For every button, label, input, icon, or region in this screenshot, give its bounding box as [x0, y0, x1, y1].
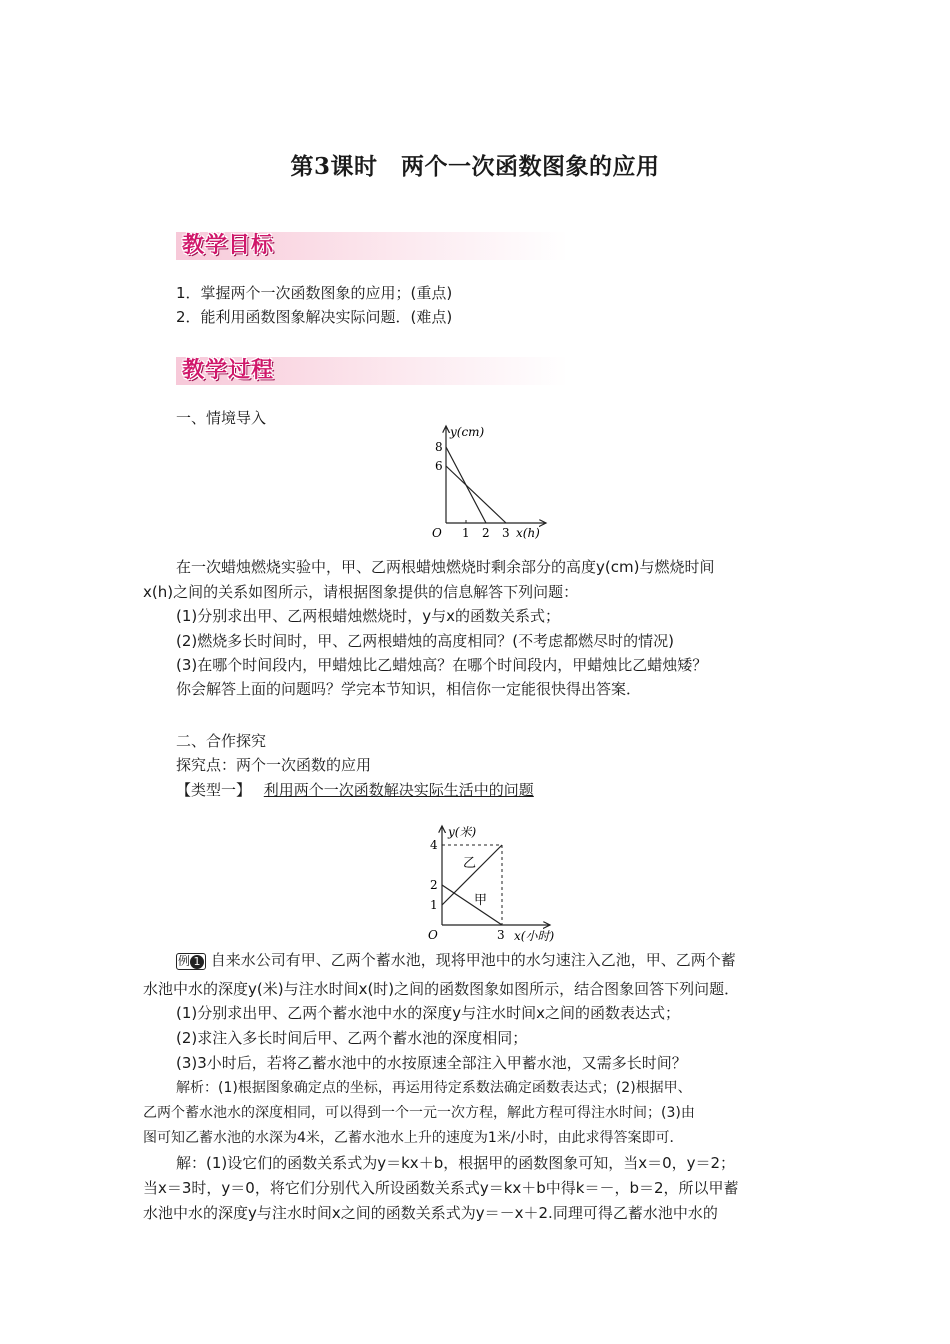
y-tick-label: 8: [435, 440, 443, 454]
question-line: (3)在哪个时间段内，甲蜡烛比乙蜡烛高？在哪个时间段内，甲蜡烛比乙蜡烛矮？: [176, 656, 708, 674]
y-tick-label: 4: [430, 838, 438, 852]
question-line: (1)分别求出甲、乙两个蓄水池中水的深度y与注水时间x之间的函数表达式；: [176, 1004, 681, 1022]
section-heading: 二、合作探究: [176, 732, 267, 750]
x-tick-label: 3: [502, 526, 510, 540]
origin-label: O: [432, 526, 442, 540]
y-axis-label: y(cm): [450, 425, 485, 439]
origin-label: O: [428, 928, 438, 942]
x-axis-label: x(h): [516, 526, 540, 540]
analysis-line: 解析：(1)根据图象确定点的坐标，再运用待定系数法确定函数表达式；(2)根据甲、: [176, 1080, 692, 1096]
analysis-line: 图可知乙蓄水池的水深为4米，乙蓄水池水上升的速度为1米/小时，由此求得答案即可．: [143, 1130, 684, 1146]
candle-line-b: [446, 466, 506, 523]
analysis-line: 乙两个蓄水池水的深度相同，可以得到一个一元一次方程，解此方程可得注水时间；(3)由: [143, 1105, 695, 1121]
candle-graph: [420, 420, 560, 545]
y-tick-label: 6: [435, 459, 443, 473]
x-tick-label: 1: [462, 526, 470, 540]
line-jia: [442, 885, 502, 925]
example-number: 1: [190, 955, 204, 969]
x-axis-label: x(小时): [514, 929, 555, 943]
type-bracket: 【类型一】: [176, 781, 252, 799]
example-text: 自来水公司有甲、乙两个蓄水池，现将甲池中的水匀速注入乙池，甲、乙两个蓄: [210, 951, 736, 969]
page-title: 第3课时 两个一次函数图象的应用: [290, 153, 660, 180]
paragraph-line: 在一次蜡烛燃烧实验中，甲、乙两根蜡烛燃烧时剩余部分的高度y(cm)与燃烧时间: [176, 558, 715, 576]
question-line: (1)分别求出甲、乙两根蜡烛燃烧时，y与x的函数关系式；: [176, 607, 561, 625]
paragraph-line: x(h)之间的关系如图所示，请根据图象提供的信息解答下列问题：: [143, 583, 579, 601]
line-yi: [442, 845, 502, 905]
section-heading: 一、情境导入: [176, 409, 267, 427]
question-line: (2)求注入多长时间后甲、乙两个蓄水池的深度相同；: [176, 1029, 528, 1047]
solution-line: 当x＝3时，y＝0，将它们分别代入所设函数关系式y＝kx＋b中得k＝－，b＝2，所以甲蓄: [143, 1179, 739, 1197]
x-tick-label: 2: [482, 526, 490, 540]
goal-item: 2．能利用函数图象解决实际问题．(难点): [176, 308, 453, 326]
x-tick-label: 3: [497, 928, 505, 942]
example-line: 水池中水的深度y(米)与注水时间x(时)之间的函数图象如图所示，结合图象回答下列问题．: [143, 980, 740, 998]
solution-line: 水池中水的深度y与注水时间x之间的函数关系式为y＝－x＋2.同理可得乙蓄水池中水的: [143, 1204, 718, 1222]
y-tick-label: 2: [430, 878, 438, 892]
example-line: [176, 950, 736, 970]
teaching-process-banner-text: 教学过程: [182, 358, 275, 383]
solution-line: 解：(1)设它们的函数关系式为y＝kx＋b，根据甲的函数图象可知，当x＝0，y＝2；: [176, 1154, 736, 1172]
paragraph-line: 你会解答上面的问题吗？学完本节知识，相信你一定能很快得出答案．: [176, 680, 642, 698]
label-jia: 甲: [474, 893, 488, 908]
exploration-point: 探究点：两个一次函数的应用: [176, 756, 372, 774]
question-line: (3)3小时后，若将乙蓄水池中的水按原速全部注入甲蓄水池，又需多长时间？: [176, 1054, 687, 1072]
type-title: 利用两个一次函数解决实际生活中的问题: [263, 781, 534, 799]
teaching-goals-banner-text: 教学目标: [182, 233, 275, 258]
example-badge: 例 1: [176, 953, 206, 970]
type-heading: [176, 780, 534, 800]
goal-item: 1．掌握两个一次函数图象的应用；(重点): [176, 284, 453, 302]
label-yi: 乙: [463, 856, 477, 871]
y-axis-label: y(米): [448, 825, 477, 839]
teaching-goals-banner: [176, 232, 568, 260]
y-tick-label: 1: [430, 898, 438, 912]
question-line: (2)燃烧多长时间时，甲、乙两根蜡烛的高度相同？(不考虑都燃尽时的情况): [176, 632, 674, 650]
teaching-process-banner: [176, 357, 568, 385]
reservoir-graph: [418, 820, 568, 945]
